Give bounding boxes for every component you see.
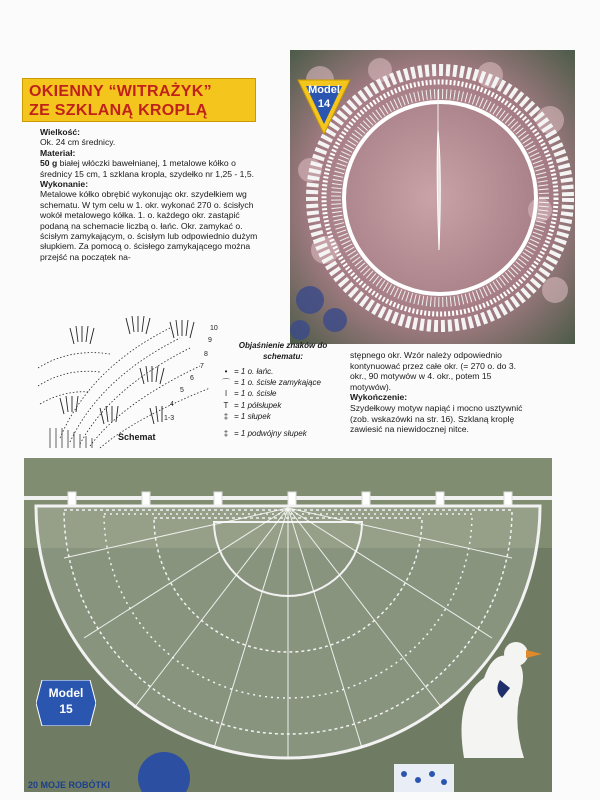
crochet-curtain-illustration: [24, 458, 552, 792]
model-15-photo: [24, 458, 552, 792]
round-label-7: 7: [200, 363, 204, 370]
round-label-4: 4: [170, 401, 174, 408]
legend-text: = 1 o. ścisłe: [234, 389, 277, 399]
magazine-name: MOJE ROBÓTKI: [40, 780, 111, 790]
material-description: białej włóczki bawełnianej, 1 metalowe kółko o średnicy 15 cm, 1 szklana kropla, szydełko nr 1,25 - 1,5.: [40, 158, 254, 179]
execution-text: Metalowe kółko obrębić wykonując okr. szydełkiem wg schematu. W tym celu w 1. okr. wykonać 270 o. ścisłych wokół metalowego kółka. 1. o. każdego okr. zastąpić podaną na schemacie liczbą o. łańc. Okr. zamykać o. ścisłym zamykającym, o. ścisłym lub odpowiednio dużym słupkiem. Za pomocą o. ścisłego zamykającego można przejść na początek na-: [40, 189, 258, 262]
legend-item: [218, 428, 348, 439]
legend-symbol: •: [224, 367, 228, 377]
legend-symbol: ⌒: [222, 378, 230, 388]
round-label-5: 5: [180, 387, 184, 394]
continuation-paragraph: stępnego okr. Wzór należy odpowiednio kontynuować przez całe okr. (= 270 o. do 3. okr., 90 motywów w 4. okr., potem 15 motywów).: [350, 350, 517, 392]
legend-text: = 1 półsłupek: [234, 400, 282, 410]
model-14-number: 14: [317, 98, 331, 110]
legend-text: = 1 o. łańc.: [234, 367, 274, 377]
model-14-word: Model: [308, 84, 340, 96]
round-label-9: 9: [208, 337, 212, 344]
finishing-text: Szydełkowy motyw napiąć i mocno usztywnić (zob. wskazówki na str. 16). Szklaną kroplę zawiesić na niewidocznej nitce.: [350, 402, 523, 435]
legend-symbol: ‡: [223, 429, 229, 439]
legend-symbol: ǀ: [224, 389, 228, 399]
material-text: [40, 158, 260, 179]
crochet-chart: [30, 308, 230, 450]
size-text: Ok. 24 cm średnicy.: [40, 137, 116, 148]
legend-item: [218, 400, 348, 411]
legend-item: [218, 388, 348, 399]
legend-item: [218, 366, 348, 377]
round-label-8: 8: [204, 351, 208, 358]
legend-text: = 1 podwójny słupek: [234, 429, 307, 439]
material-heading: Materiał:: [40, 147, 76, 158]
size-heading: Wielkość:: [40, 127, 81, 137]
finishing-heading: Wykończenie:: [350, 392, 408, 403]
legend-item: [218, 377, 348, 388]
symbol-legend: [218, 340, 348, 439]
schema-label: Schemat: [118, 432, 156, 442]
title-line-1: OKIENNY “WITRAŻYK”: [29, 83, 212, 100]
model-15-number: 15: [59, 702, 73, 716]
execution-heading: Wykonanie:: [40, 179, 89, 190]
legend-text: = 1 o. ścisłe zamykające: [234, 378, 321, 388]
round-label-1-3: 1-3: [164, 415, 175, 422]
round-label-6: 6: [190, 375, 194, 382]
legend-item: [218, 411, 348, 422]
title-line-2: ZE SZKLANĄ KROPLĄ: [29, 102, 208, 119]
legend-title: Objaśnienie znaków do schematu:: [238, 341, 328, 361]
material-amount: 50 g: [40, 158, 58, 169]
model-14-badge: [296, 78, 352, 136]
page-footer: [28, 780, 110, 790]
legend-symbol: ‡: [223, 411, 229, 421]
article-title: [22, 78, 256, 122]
round-label-10: 10: [210, 325, 218, 332]
legend-text: = 1 słupek: [234, 411, 271, 421]
model-15-badge: [36, 680, 96, 726]
page-number: 20: [28, 780, 39, 790]
instructions-text: [40, 127, 260, 262]
legend-symbol: T: [223, 400, 229, 410]
continuation-text: [350, 350, 530, 435]
model-15-word: Model: [48, 686, 84, 700]
